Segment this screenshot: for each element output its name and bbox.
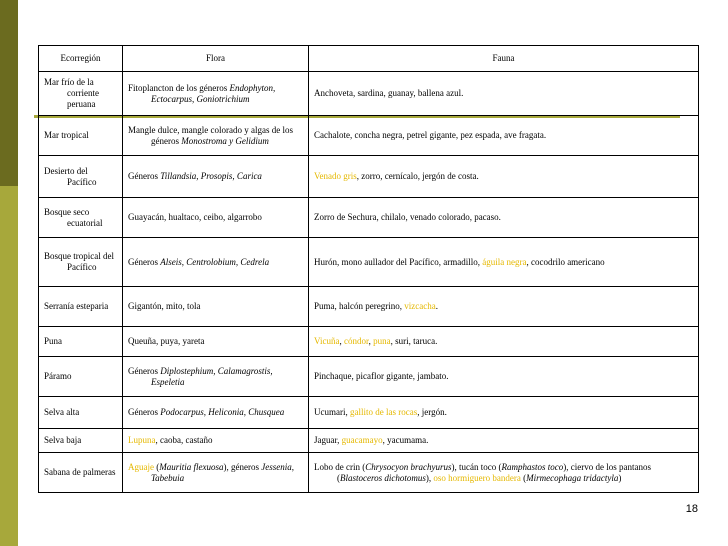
ecoregion-name: Páramo xyxy=(44,371,72,381)
table-row xyxy=(39,327,699,357)
flora-cell xyxy=(123,287,309,327)
text-run: Gigantón, mito, tola xyxy=(128,301,201,311)
ecoregion-cell xyxy=(39,327,123,357)
ecoregion-name: Selva baja xyxy=(44,435,82,445)
italic-text: Podocarpus, Heliconia, Chusquea xyxy=(160,407,285,417)
text-run: Fitoplancton de los géneros xyxy=(128,82,230,93)
flora-cell xyxy=(123,238,309,287)
text-run: , jergón. xyxy=(417,407,447,417)
ecoregion-table xyxy=(38,45,699,493)
text-run: Puma, halcón peregrino, xyxy=(314,301,405,311)
text-run: ), tucán toco ( xyxy=(451,461,502,472)
table-row xyxy=(39,156,699,198)
ecoregion-name: Puna xyxy=(44,336,62,346)
italic-text: Mirmecophaga tridactyla xyxy=(526,472,619,483)
cell-text xyxy=(314,212,693,223)
italic-text: Diplostephium, Calamagrostis, Espeletia xyxy=(151,365,273,387)
cell-text xyxy=(314,88,693,99)
flora-cell xyxy=(123,357,309,397)
highlighted-text: vizcacha xyxy=(404,301,436,311)
text-run: ), xyxy=(425,472,434,483)
text-run: ) xyxy=(618,472,622,483)
flora-cell xyxy=(123,72,309,116)
italic-text: Tillandsia, Prosopis, Carica xyxy=(160,171,262,181)
flora-cell xyxy=(123,198,309,238)
ecoregion-name: Mar tropical xyxy=(44,130,89,140)
text-run: Géneros xyxy=(128,171,161,181)
cell-text xyxy=(128,83,303,105)
highlighted-text: guacamayo xyxy=(341,435,383,445)
cell-text xyxy=(314,171,693,182)
highlighted-text: gallito de las rocas xyxy=(350,407,418,417)
sidebar-decoration xyxy=(0,0,18,546)
cell-text xyxy=(128,171,303,182)
ecoregion-name: Bosque tropical del Pacífico xyxy=(44,251,114,272)
header-ecorregion: Ecorregión xyxy=(39,46,123,72)
fauna-cell xyxy=(309,198,699,238)
highlighted-text: cóndor xyxy=(343,336,369,346)
cell-text xyxy=(314,301,693,312)
ecoregion-name: Selva alta xyxy=(44,407,80,417)
table-header-row xyxy=(39,46,699,72)
text-run: Zorro de Sechura, chilalo, venado colorado, pacaso. xyxy=(314,212,501,222)
highlighted-text: Lupuna xyxy=(128,435,156,445)
ecoregion-name: Bosque seco ecuatorial xyxy=(44,206,103,228)
highlighted-text: puna xyxy=(373,336,391,346)
table-body xyxy=(39,72,699,493)
italic-text: Monostroma y Gelidium xyxy=(181,135,269,146)
fauna-cell xyxy=(309,238,699,287)
text-run: Pinchaque, picaflor gigante, jambato. xyxy=(314,371,449,381)
ecoregion-cell xyxy=(39,429,123,453)
highlighted-text: Venado gris xyxy=(314,171,357,181)
fauna-cell xyxy=(309,397,699,429)
text-run: Mangle dulce, mangle colorado y algas de los géneros xyxy=(128,124,293,146)
fauna-cell xyxy=(309,72,699,116)
cell-text xyxy=(128,462,303,484)
text-run: Jaguar, xyxy=(314,435,342,445)
cell-text xyxy=(128,212,303,223)
cell-text xyxy=(314,462,693,484)
flora-cell xyxy=(123,453,309,493)
text-run: , caoba, castaño xyxy=(155,435,213,445)
header-flora: Flora xyxy=(123,46,309,72)
highlighted-text: Aguaje xyxy=(128,461,154,472)
ecoregion-cell xyxy=(39,116,123,156)
cell-text xyxy=(128,125,303,147)
sidebar-light-band xyxy=(0,186,18,546)
cell-text xyxy=(314,257,693,268)
italic-text: Ramphastos toco xyxy=(501,461,564,472)
ecoregion-name: Desierto del Pacífico xyxy=(44,165,97,187)
text-run: , xyxy=(339,336,344,346)
ecoregion-name: Serranía esteparia xyxy=(44,301,109,311)
text-run: , zorro, cernícalo, jergón de costa. xyxy=(356,171,479,181)
fauna-cell xyxy=(309,429,699,453)
italic-text: Chrysocyon brachyurus xyxy=(365,461,452,472)
italic-text: Jessenia, Tabebuia xyxy=(151,461,294,483)
text-run: Hurón, mono aullador del Pacífico, armadillo, xyxy=(314,256,483,267)
table-row xyxy=(39,397,699,429)
text-run: Géneros xyxy=(128,365,161,376)
ecoregion-cell xyxy=(39,397,123,429)
italic-text: Mauritia flexuosa xyxy=(159,461,224,472)
table-row xyxy=(39,72,699,116)
text-run: , suri, taruca. xyxy=(390,336,438,346)
text-run: ( xyxy=(154,461,160,472)
flora-cell xyxy=(123,397,309,429)
fauna-cell xyxy=(309,327,699,357)
ecoregion-cell xyxy=(39,287,123,327)
table-row xyxy=(39,238,699,287)
flora-cell xyxy=(123,156,309,198)
cell-text xyxy=(128,366,303,388)
cell-text xyxy=(128,301,303,312)
cell-text xyxy=(314,130,693,141)
text-run: ), ciervo de los pantanos ( xyxy=(337,461,651,483)
cell-text xyxy=(314,435,693,446)
flora-cell xyxy=(123,116,309,156)
text-run: Lobo de crin ( xyxy=(314,461,366,472)
table-row xyxy=(39,453,699,493)
text-run: Cachalote, concha negra, petrel gigante, pez espada, ave fragata. xyxy=(314,130,547,140)
cell-text xyxy=(314,371,693,382)
cell-text xyxy=(314,336,693,347)
fauna-cell xyxy=(309,357,699,397)
text-run: , yacumama. xyxy=(382,435,429,445)
highlighted-text: oso hormiguero bandera xyxy=(433,472,521,483)
fauna-cell xyxy=(309,287,699,327)
table-row xyxy=(39,357,699,397)
cell-text xyxy=(128,336,303,347)
ecoregion-cell xyxy=(39,198,123,238)
highlighted-text: águila negra xyxy=(482,256,527,267)
ecoregion-cell xyxy=(39,72,123,116)
highlighted-text: Vicuña xyxy=(314,336,340,346)
italic-text: Blastoceros dichotomus xyxy=(340,472,426,483)
italic-text: Alseis, Centrolobium, Cedrela xyxy=(160,256,270,267)
fauna-cell xyxy=(309,453,699,493)
ecoregion-cell xyxy=(39,357,123,397)
header-fauna: Fauna xyxy=(309,46,699,72)
table-row xyxy=(39,287,699,327)
cell-text xyxy=(128,407,303,418)
text-run: Géneros xyxy=(128,407,161,417)
sidebar-dark-band xyxy=(0,0,18,186)
table-row xyxy=(39,198,699,238)
table-row xyxy=(39,429,699,453)
flora-cell xyxy=(123,429,309,453)
text-run: ), géneros xyxy=(223,461,262,472)
text-run: , cocodrilo americano xyxy=(526,256,605,267)
text-run: ( xyxy=(520,472,527,483)
fauna-cell xyxy=(309,156,699,198)
cell-text xyxy=(128,435,303,446)
fauna-cell xyxy=(309,116,699,156)
text-run: Queuña, puya, yareta xyxy=(128,336,205,346)
flora-cell xyxy=(123,327,309,357)
ecoregion-cell xyxy=(39,453,123,493)
text-run: Géneros xyxy=(128,256,161,267)
text-run: Anchoveta, sardina, guanay, ballena azul. xyxy=(314,88,464,98)
text-run: , xyxy=(368,336,374,346)
table-row xyxy=(39,116,699,156)
page-number: 18 xyxy=(685,503,698,515)
ecoregion-name: Mar frío de la corriente peruana xyxy=(44,77,99,109)
cell-text xyxy=(128,257,303,268)
text-run: Guayacán, hualtaco, ceibo, algarrobo xyxy=(128,212,262,222)
ecoregion-cell xyxy=(39,156,123,198)
cell-text xyxy=(314,407,693,418)
text-run: Ucumari, xyxy=(314,407,350,417)
italic-text: Endophyton, Ectocarpus, Goniotrichium xyxy=(151,82,276,104)
ecoregion-cell xyxy=(39,238,123,287)
text-run: . xyxy=(435,301,438,311)
ecoregion-name: Sabana de palmeras xyxy=(44,467,116,477)
